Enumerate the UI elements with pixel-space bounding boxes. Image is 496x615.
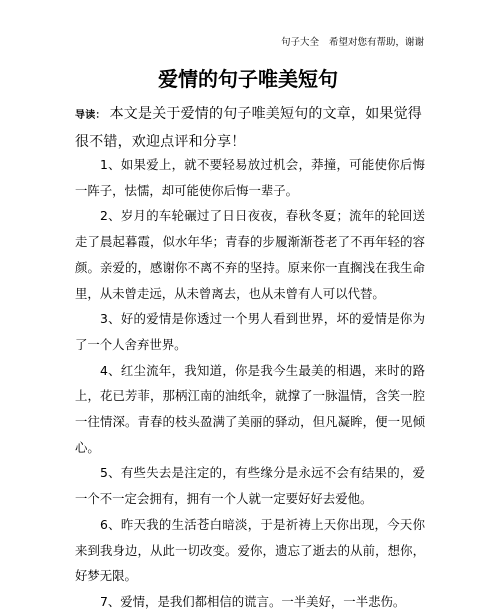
document-title: 爱情的句子唯美短句 [158, 67, 338, 91]
paragraph-3: 3、好的爱情是你透过一个男人看到世界，坏的爱情是你为了一个人舍弃世界。 [75, 311, 425, 352]
intro-text: 本文是关于爱情的句子唯美短句的文章，如果觉得很不错，欢迎点评和分享！ [75, 106, 423, 150]
paragraph-7: 7、爱情，是我们都相信的谎言。一半美好，一半悲伤。 [100, 593, 406, 609]
article-body [75, 152, 425, 615]
paragraph-4: 4、红尘流年，我知道，你是我今生最美的相遇，来时的路上，花已芳菲，那柄江南的油纸伞，就撑了一脉温情，含笑一腔一往情深。青春的枝头盈满了美丽的驿动，但凡凝眸，便一见倾心。 [75, 362, 425, 455]
paragraph-2: 2、岁月的车轮碾过了日日夜夜，春秋冬夏；流年的轮回送走了晨起暮霞，似水年华；青春的步履渐渐苍老了不再年轻的容颜。亲爱的，感谢你不离不弃的坚持。原来你一直搁浅在我生命里，从未曾走远，从未曾离去，也从未曾有人可以代替。 [75, 208, 425, 301]
page-header [281, 37, 424, 49]
paragraph-5: 5、有些失去是注定的，有些缘分是永远不会有结果的，爱一个不一定会拥有，拥有一个人就一定要好好去爱他。 [75, 465, 425, 507]
header-slogan: 希望对您有帮助，谢谢 [328, 37, 424, 48]
intro-label: 导读： [75, 110, 106, 121]
paragraph-1: 1、如果爱上，就不要轻易放过机会，莽撞，可能使你后悔一阵子，怯懦，却可能使你后悔一辈子。 [75, 157, 425, 198]
intro-block [75, 101, 427, 155]
site-name: 句子大全 [280, 37, 319, 48]
paragraph-6: 6、昨天我的生活苍白暗淡，于是祈祷上天你出现，今天你来到我身边，从此一切改变。爱你，遗忘了逝去的从前，想你，好梦无限。 [75, 516, 425, 584]
